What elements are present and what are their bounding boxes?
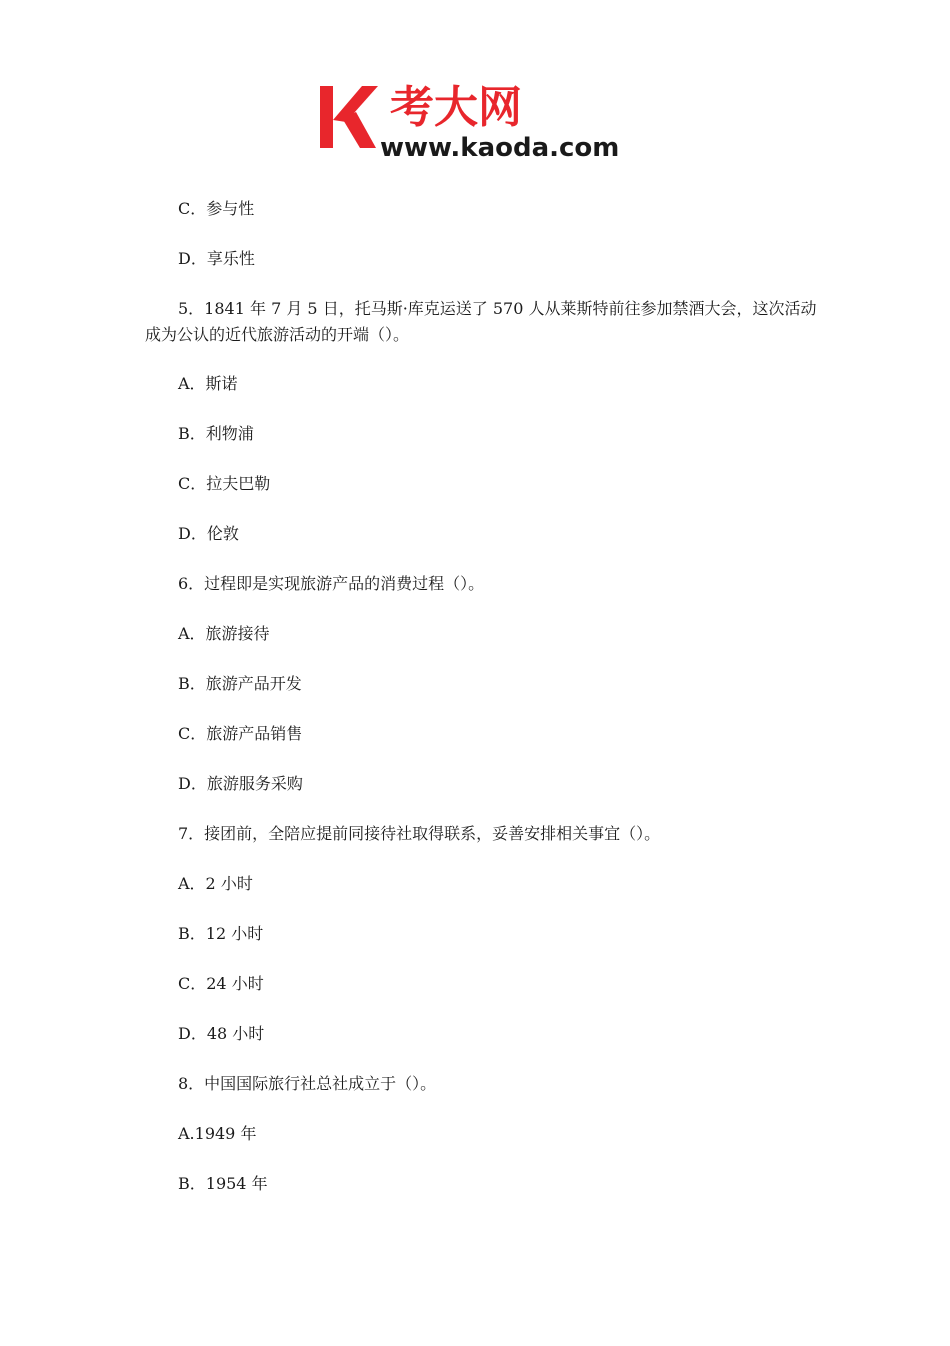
- option-c-q6: C．旅游产品销售: [178, 724, 303, 743]
- option-c-q5: C．拉夫巴勒: [178, 474, 271, 493]
- option-c-q4: C．参与性: [178, 199, 255, 218]
- kaoda-logo: [318, 76, 640, 162]
- question-5-line2: 成为公认的近代旅游活动的开端（）。: [145, 325, 410, 344]
- question-6: 6．过程即是实现旅游产品的消费过程（）。: [178, 574, 485, 593]
- option-d-q5: D．伦敦: [178, 524, 239, 543]
- option-d-q6: D．旅游服务采购: [178, 774, 303, 793]
- option-a-q6: A．旅游接待: [178, 624, 270, 643]
- k-mark-icon: [320, 86, 378, 148]
- option-c-q7: C．24 小时: [178, 974, 264, 993]
- option-d-q4: D．享乐性: [178, 249, 255, 268]
- question-5-line1: 5．1841 年 7 月 5 日，托马斯·库克运送了 570 人从莱斯特前往参加禁酒大会，这次活动: [178, 299, 817, 318]
- url-text: www.kaoda.com: [380, 133, 620, 162]
- option-d-q7: D．48 小时: [178, 1024, 265, 1043]
- question-8: 8．中国国际旅行社总社成立于（）。: [178, 1074, 437, 1093]
- option-a-q5: A．斯诺: [178, 374, 238, 393]
- option-a-q8: A.1949 年: [178, 1124, 257, 1143]
- option-b-q5: B．利物浦: [178, 424, 254, 443]
- brand-text: 考大网: [390, 82, 522, 133]
- option-a-q7: A．2 小时: [178, 874, 253, 893]
- option-b-q7: B．12 小时: [178, 924, 264, 943]
- option-b-q6: B．旅游产品开发: [178, 674, 302, 693]
- option-b-q8: B．1954 年: [178, 1174, 268, 1193]
- question-7: 7．接团前，全陪应提前同接待社取得联系，妥善安排相关事宜（）。: [178, 824, 661, 843]
